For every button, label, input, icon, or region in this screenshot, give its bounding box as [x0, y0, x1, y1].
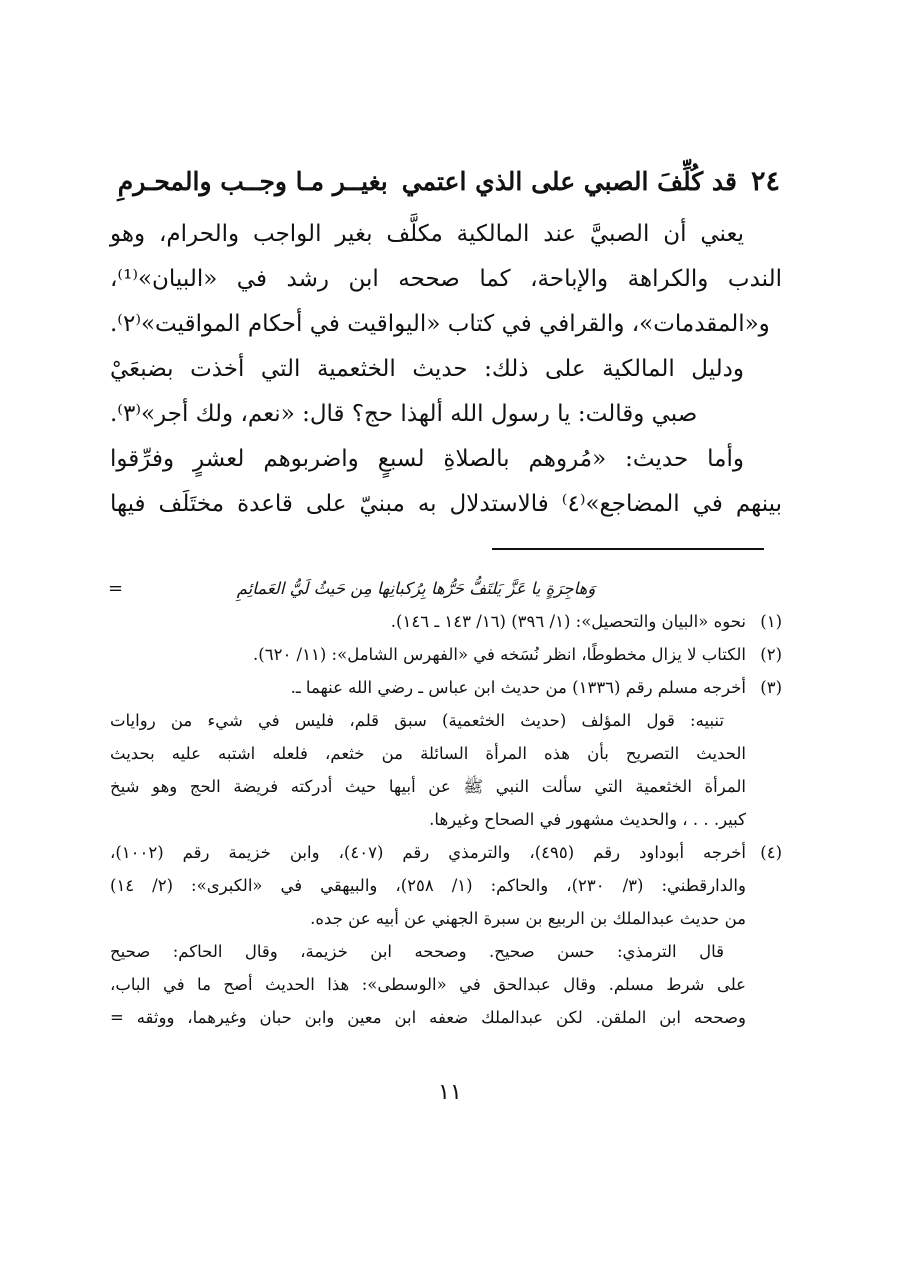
body-line: وأما حديث: «مُروهم بالصلاةِ لسبعٍ واضربوهم لعشرٍ وفرِّقوا — [110, 446, 744, 472]
commentary-body — [110, 212, 782, 527]
note-line: المرأة الخثعمية التي سألت النبي ﷺ عن أبيها حيث أدركته فريضة الحج وهو شيخ — [110, 777, 746, 796]
footnote-3-note-line — [110, 803, 782, 836]
footnote-number: (٤) — [760, 843, 782, 862]
body-line: الندب والكراهة والإباحة، كما صححه ابن رشد في «البيان»⁽¹⁾، — [110, 266, 782, 292]
continuation-mark: = — [108, 578, 124, 599]
body-line: و«المقدمات»، والقرافي في كتاب «اليواقيت في أحكام المواقيت»⁽٢⁾. — [110, 311, 770, 337]
verse-number: ٢٤ — [750, 165, 780, 197]
body-line: ودليل المالكية على ذلك: حديث الخثعمية التي أخذت بضبعَيْ — [110, 356, 744, 382]
footnote-4-comment-line — [110, 968, 782, 1001]
body-line: صبي وقالت: يا رسول الله ألهذا حج؟ قال: «نعم، ولك أجر»⁽٣⁾. — [110, 401, 698, 427]
note-line: قال الترمذي: حسن صحيح. وصححه ابن خزيمة، وقال الحاكم: صحيح — [110, 942, 724, 961]
footnote-3 — [110, 671, 782, 704]
footnotes — [110, 572, 782, 1034]
footnote-poem-line — [110, 572, 782, 605]
footnote-4-comment-line — [110, 935, 782, 968]
footnote-text: نحوه «البيان والتحصيل»: (١/ ٣٩٦) (١٦/ ١٤٣ ـ ١٤٦). — [390, 612, 746, 631]
page-number: ١١ — [438, 1080, 462, 1105]
footnote-4 — [110, 836, 782, 869]
footnote-3-note-line — [110, 770, 782, 803]
poem-text: وَهاجِرَةٍ يا عَزَّ يَلتَفُّ حَرُّها بِرُكبانِها مِن حَيثُ لَيُّ العَمائِمِ — [236, 579, 596, 598]
footnote-3-note-line — [110, 704, 782, 737]
verse-line — [110, 158, 780, 204]
note-line: من حديث عبدالملك بن الربيع بن سبرة الجهني عن أبيه عن جده. — [310, 909, 746, 928]
footnote-number: (٣) — [760, 678, 782, 697]
note-line: والدارقطني: (٣/ ٢٣٠)، والحاكم: (١/ ٢٥٨)، والبيهقي في «الكبرى»: (٢/ ١٤) — [110, 876, 746, 895]
footnote-text: أخرجه مسلم رقم (١٣٣٦) من حديث ابن عباس ـ رضي الله عنهما ـ. — [290, 678, 746, 697]
note-line: أخرجه أبوداود رقم (٤٩٥)، والترمذي رقم (٤٠٧)، وابن خزيمة رقم (١٠٠٢)، — [110, 843, 746, 862]
note-line: وصححه ابن الملقن. لكن عبدالملك ضعفه ابن معين وابن حبان وغيرهما، ووثقه = — [110, 1008, 746, 1027]
footnote-3-note-line — [110, 737, 782, 770]
note-line: كبير. . . ، والحديث مشهور في الصحاح وغيرها. — [429, 810, 746, 829]
note-line: على شرط مسلم. وقال عبدالحق في «الوسطى»: هذا الحديث أصح ما في الباب، — [110, 975, 746, 994]
footnote-text: الكتاب لا يزال مخطوطًا، انظر نُسَخه في «الفهرس الشامل»: (١١/ ٦٢٠). — [253, 645, 746, 664]
verse-first-hemistich: قد كُلِّفَ الصبي على الذي اعتمي — [401, 166, 737, 196]
footnote-number: (١) — [760, 612, 782, 631]
footnote-separator — [492, 548, 764, 550]
body-line: يعني أن الصبيَّ عند المالكية مكلَّف بغير الواجب والحرام، وهو — [110, 221, 744, 247]
body-line: بينهم في المضاجع»⁽٤⁾ فالاستدلال به مبنيّ على قاعدة مختَلَف فيها — [110, 491, 783, 517]
footnote-2 — [110, 638, 782, 671]
footnote-4-line — [110, 902, 782, 935]
verse-second-hemistich: بغيــر مـا وجــب والمحـرمِ — [117, 166, 388, 196]
footnote-4-line — [110, 869, 782, 902]
note-line: الحديث التصريح بأن هذه المرأة السائلة من خثعم، فلعله اشتبه عليه بحديث — [110, 744, 746, 763]
footnote-number: (٢) — [760, 645, 782, 664]
footnote-4-comment-line — [110, 1001, 782, 1034]
note-line: تنبيه: قول المؤلف (حديث الخثعمية) سبق قلم، فليس في شيء من روايات — [110, 711, 724, 730]
footnote-1 — [110, 605, 782, 638]
